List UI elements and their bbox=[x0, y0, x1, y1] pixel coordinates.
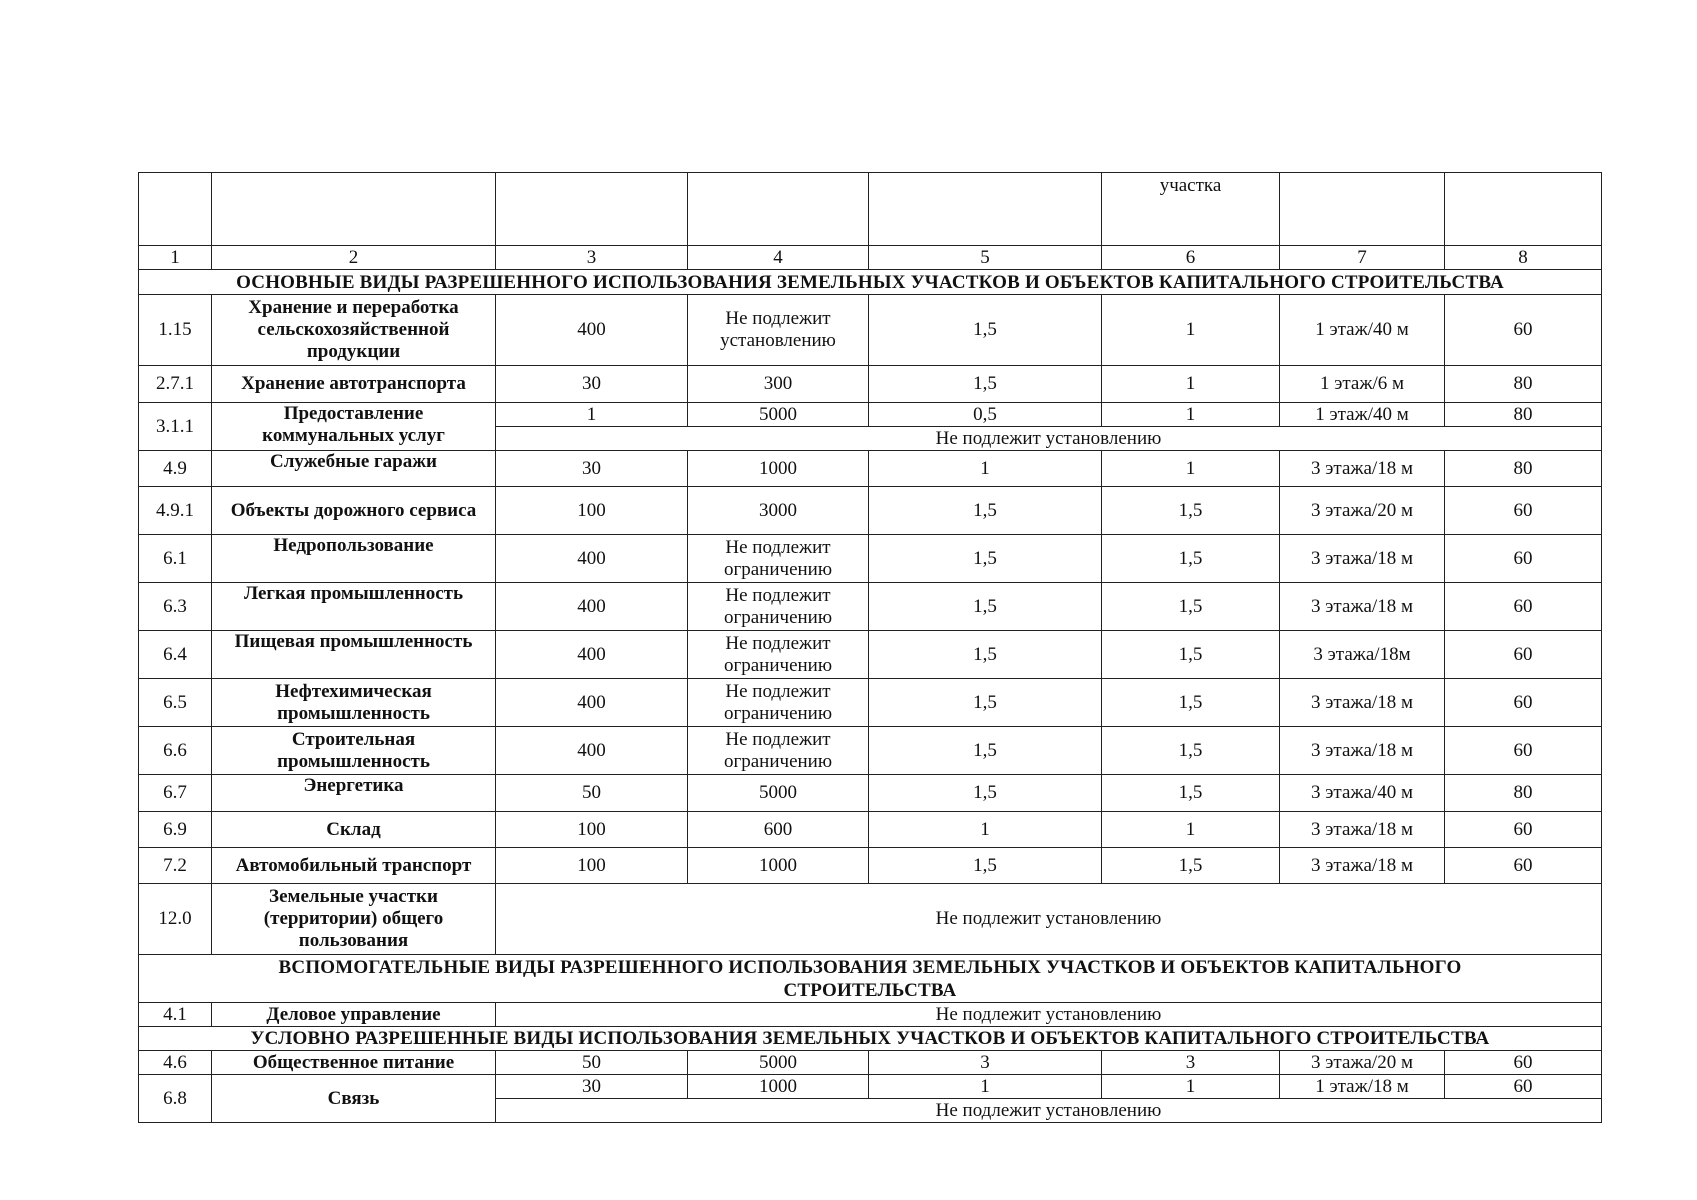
use-name-cell: Энергетика bbox=[212, 775, 496, 812]
table-row bbox=[139, 1003, 1602, 1027]
value-cell: 3 этажа/18 м bbox=[1280, 451, 1445, 487]
value-cell: 1 bbox=[1102, 366, 1280, 403]
table-row bbox=[139, 812, 1602, 848]
section-row-auxiliary bbox=[139, 955, 1602, 1003]
use-name-cell: Легкая промышленность bbox=[212, 583, 496, 631]
use-name-cell: Строительная промышленность bbox=[212, 727, 496, 775]
value-cell: 1,5 bbox=[1102, 848, 1280, 884]
column-number: 6 bbox=[1102, 246, 1280, 270]
value-cell: 300 bbox=[688, 366, 869, 403]
value-cell: 1 bbox=[1102, 403, 1280, 427]
value-cell: 400 bbox=[496, 295, 688, 366]
header-cell bbox=[869, 173, 1102, 246]
value-cell: 60 bbox=[1445, 535, 1602, 583]
table-row bbox=[139, 848, 1602, 884]
value-cell: Не подлежит ограничению bbox=[688, 535, 869, 583]
value-cell: 1000 bbox=[688, 451, 869, 487]
value-cell: 30 bbox=[496, 1075, 688, 1099]
value-cell: 3 этажа/18м bbox=[1280, 631, 1445, 679]
table-row bbox=[139, 295, 1602, 366]
value-cell: 60 bbox=[1445, 1075, 1602, 1099]
value-cell: 1 этаж/40 м bbox=[1280, 403, 1445, 427]
value-cell: 50 bbox=[496, 1051, 688, 1075]
value-cell: 1,5 bbox=[869, 848, 1102, 884]
value-cell: 3 bbox=[869, 1051, 1102, 1075]
value-cell: 1 bbox=[1102, 812, 1280, 848]
value-cell: 1,5 bbox=[1102, 727, 1280, 775]
value-cell: Не подлежит ограничению bbox=[688, 679, 869, 727]
value-cell: 80 bbox=[1445, 366, 1602, 403]
code-cell: 6.6 bbox=[139, 727, 212, 775]
value-cell: 1 этаж/18 м bbox=[1280, 1075, 1445, 1099]
table-row bbox=[139, 487, 1602, 535]
column-number: 5 bbox=[869, 246, 1102, 270]
value-cell: 80 bbox=[1445, 451, 1602, 487]
value-cell: Не подлежит ограничению bbox=[688, 727, 869, 775]
value-cell: 100 bbox=[496, 848, 688, 884]
value-cell: 3 этажа/40 м bbox=[1280, 775, 1445, 812]
table-row bbox=[139, 535, 1602, 583]
value-cell: 1 bbox=[1102, 451, 1280, 487]
value-cell: 1 bbox=[1102, 295, 1280, 366]
value-cell: 50 bbox=[496, 775, 688, 812]
code-cell: 6.1 bbox=[139, 535, 212, 583]
value-cell: 60 bbox=[1445, 631, 1602, 679]
value-cell: 1 bbox=[1102, 1075, 1280, 1099]
value-cell: 30 bbox=[496, 451, 688, 487]
section-heading: ОСНОВНЫЕ ВИДЫ РАЗРЕШЕННОГО ИСПОЛЬЗОВАНИЯ ЗЕМЕЛЬНЫХ УЧАСТКОВ И ОБЪЕКТОВ КАПИТАЛЬНОГО СТРОИТЕЛЬСТВА bbox=[139, 270, 1602, 295]
code-cell: 4.9 bbox=[139, 451, 212, 487]
value-cell: 5000 bbox=[688, 403, 869, 427]
value-cell: 1,5 bbox=[1102, 631, 1280, 679]
not-established-cell: Не подлежит установлению bbox=[496, 884, 1602, 955]
code-cell: 6.8 bbox=[139, 1075, 212, 1123]
value-cell: 60 bbox=[1445, 727, 1602, 775]
value-cell: Не подлежит установлению bbox=[688, 295, 869, 366]
value-cell: 100 bbox=[496, 812, 688, 848]
zoning-parameters-table bbox=[138, 172, 1602, 1123]
table-row bbox=[139, 631, 1602, 679]
value-cell: 80 bbox=[1445, 775, 1602, 812]
use-name-cell: Автомобильный транспорт bbox=[212, 848, 496, 884]
column-number: 4 bbox=[688, 246, 869, 270]
header-cell bbox=[1445, 173, 1602, 246]
table-row bbox=[139, 884, 1602, 955]
value-cell: 400 bbox=[496, 583, 688, 631]
value-cell: 1,5 bbox=[1102, 583, 1280, 631]
value-cell: 60 bbox=[1445, 295, 1602, 366]
value-cell: 1,5 bbox=[1102, 487, 1280, 535]
value-cell: 1 bbox=[869, 812, 1102, 848]
code-cell: 6.9 bbox=[139, 812, 212, 848]
use-name-cell: Деловое управление bbox=[212, 1003, 496, 1027]
value-cell: 3 этажа/18 м bbox=[1280, 679, 1445, 727]
value-cell: 3 этажа/18 м bbox=[1280, 583, 1445, 631]
code-cell: 6.5 bbox=[139, 679, 212, 727]
code-cell: 6.4 bbox=[139, 631, 212, 679]
not-established-cell: Не подлежит установлению bbox=[496, 1099, 1602, 1123]
value-cell: 1 bbox=[496, 403, 688, 427]
code-cell: 4.1 bbox=[139, 1003, 212, 1027]
value-cell: 3 этажа/18 м bbox=[1280, 727, 1445, 775]
value-cell: 1,5 bbox=[869, 295, 1102, 366]
header-cell bbox=[688, 173, 869, 246]
value-cell: Не подлежит ограничению bbox=[688, 583, 869, 631]
value-cell: 60 bbox=[1445, 583, 1602, 631]
column-number: 3 bbox=[496, 246, 688, 270]
value-cell: 100 bbox=[496, 487, 688, 535]
use-name-cell: Склад bbox=[212, 812, 496, 848]
value-cell: 3 этажа/20 м bbox=[1280, 487, 1445, 535]
use-name-cell: Недропользование bbox=[212, 535, 496, 583]
column-number: 8 bbox=[1445, 246, 1602, 270]
table-row bbox=[139, 679, 1602, 727]
section-heading-line: СТРОИТЕЛЬСТВА bbox=[783, 979, 957, 1001]
section-row-conditional bbox=[139, 1027, 1602, 1051]
code-cell: 4.6 bbox=[139, 1051, 212, 1075]
table-row bbox=[139, 403, 1602, 427]
use-name-cell: Хранение и переработка сельскохозяйственной продукции bbox=[212, 295, 496, 366]
value-cell: 400 bbox=[496, 727, 688, 775]
table-row bbox=[139, 583, 1602, 631]
value-cell: 1000 bbox=[688, 848, 869, 884]
value-cell: 1,5 bbox=[869, 487, 1102, 535]
value-cell: 400 bbox=[496, 679, 688, 727]
code-cell: 7.2 bbox=[139, 848, 212, 884]
section-row-main bbox=[139, 270, 1602, 295]
value-cell: 1,5 bbox=[869, 631, 1102, 679]
use-name-cell: Предоставление коммунальных услуг bbox=[212, 403, 496, 451]
value-cell: 3 этажа/20 м bbox=[1280, 1051, 1445, 1075]
value-cell: 400 bbox=[496, 631, 688, 679]
value-cell: 1 этаж/40 м bbox=[1280, 295, 1445, 366]
column-number: 2 bbox=[212, 246, 496, 270]
value-cell: 3 этажа/18 м bbox=[1280, 812, 1445, 848]
value-cell: 0,5 bbox=[869, 403, 1102, 427]
code-cell: 2.7.1 bbox=[139, 366, 212, 403]
value-cell: 3 bbox=[1102, 1051, 1280, 1075]
use-name-cell: Общественное питание bbox=[212, 1051, 496, 1075]
value-cell: 5000 bbox=[688, 1051, 869, 1075]
table-row bbox=[139, 451, 1602, 487]
value-cell: 1,5 bbox=[1102, 535, 1280, 583]
header-cell bbox=[496, 173, 688, 246]
value-cell: 1 этаж/6 м bbox=[1280, 366, 1445, 403]
value-cell: 1,5 bbox=[869, 775, 1102, 812]
value-cell: 1,5 bbox=[1102, 775, 1280, 812]
table-row bbox=[139, 366, 1602, 403]
code-cell: 4.9.1 bbox=[139, 487, 212, 535]
value-cell: 5000 bbox=[688, 775, 869, 812]
use-name-cell: Объекты дорожного сервиса bbox=[212, 487, 496, 535]
column-number: 7 bbox=[1280, 246, 1445, 270]
section-heading-line: ВСПОМОГАТЕЛЬНЫЕ ВИДЫ РАЗРЕШЕННОГО ИСПОЛЬЗОВАНИЯ ЗЕМЕЛЬНЫХ УЧАСТКОВ И ОБЪЕКТОВ КАПИТАЛЬНОГО bbox=[278, 956, 1462, 978]
header-cell-col6: участка bbox=[1102, 173, 1280, 246]
code-cell: 3.1.1 bbox=[139, 403, 212, 451]
section-heading: УСЛОВНО РАЗРЕШЕННЫЕ ВИДЫ ИСПОЛЬЗОВАНИЯ ЗЕМЕЛЬНЫХ УЧАСТКОВ И ОБЪЕКТОВ КАПИТАЛЬНОГО СТРОИТЕЛЬСТВА bbox=[139, 1027, 1602, 1051]
not-established-cell: Не подлежит установлению bbox=[496, 427, 1602, 451]
use-name-cell: Пищевая промышленность bbox=[212, 631, 496, 679]
value-cell: 1,5 bbox=[869, 535, 1102, 583]
value-cell: 60 bbox=[1445, 812, 1602, 848]
column-number-row bbox=[139, 246, 1602, 270]
value-cell: 1,5 bbox=[869, 679, 1102, 727]
value-cell: 60 bbox=[1445, 487, 1602, 535]
column-number: 1 bbox=[139, 246, 212, 270]
value-cell: 1,5 bbox=[1102, 679, 1280, 727]
table-row bbox=[139, 1051, 1602, 1075]
value-cell: 3 этажа/18 м bbox=[1280, 535, 1445, 583]
table-row bbox=[139, 1075, 1602, 1099]
use-name-cell: Служебные гаражи bbox=[212, 451, 496, 487]
use-name-cell: Нефтехимическая промышленность bbox=[212, 679, 496, 727]
use-name-cell: Связь bbox=[212, 1075, 496, 1123]
use-name-cell: Земельные участки (территории) общего пользования bbox=[212, 884, 496, 955]
code-cell: 1.15 bbox=[139, 295, 212, 366]
value-cell: 400 bbox=[496, 535, 688, 583]
value-cell: 1,5 bbox=[869, 727, 1102, 775]
use-name-cell: Хранение автотранспорта bbox=[212, 366, 496, 403]
value-cell: 3000 bbox=[688, 487, 869, 535]
value-cell: 60 bbox=[1445, 1051, 1602, 1075]
value-cell: 1 bbox=[869, 451, 1102, 487]
table-row bbox=[139, 775, 1602, 812]
value-cell: 1,5 bbox=[869, 583, 1102, 631]
value-cell: 1,5 bbox=[869, 366, 1102, 403]
not-established-cell: Не подлежит установлению bbox=[496, 1003, 1602, 1027]
code-cell: 6.7 bbox=[139, 775, 212, 812]
header-fragment-row bbox=[139, 173, 1602, 246]
value-cell: 600 bbox=[688, 812, 869, 848]
value-cell: 60 bbox=[1445, 679, 1602, 727]
section-heading bbox=[139, 955, 1602, 1003]
value-cell: 30 bbox=[496, 366, 688, 403]
code-cell: 12.0 bbox=[139, 884, 212, 955]
header-cell bbox=[1280, 173, 1445, 246]
header-cell bbox=[212, 173, 496, 246]
table-row bbox=[139, 727, 1602, 775]
header-cell bbox=[139, 173, 212, 246]
value-cell: 1000 bbox=[688, 1075, 869, 1099]
value-cell: 1 bbox=[869, 1075, 1102, 1099]
value-cell: Не подлежит ограничению bbox=[688, 631, 869, 679]
code-cell: 6.3 bbox=[139, 583, 212, 631]
value-cell: 80 bbox=[1445, 403, 1602, 427]
value-cell: 3 этажа/18 м bbox=[1280, 848, 1445, 884]
value-cell: 60 bbox=[1445, 848, 1602, 884]
